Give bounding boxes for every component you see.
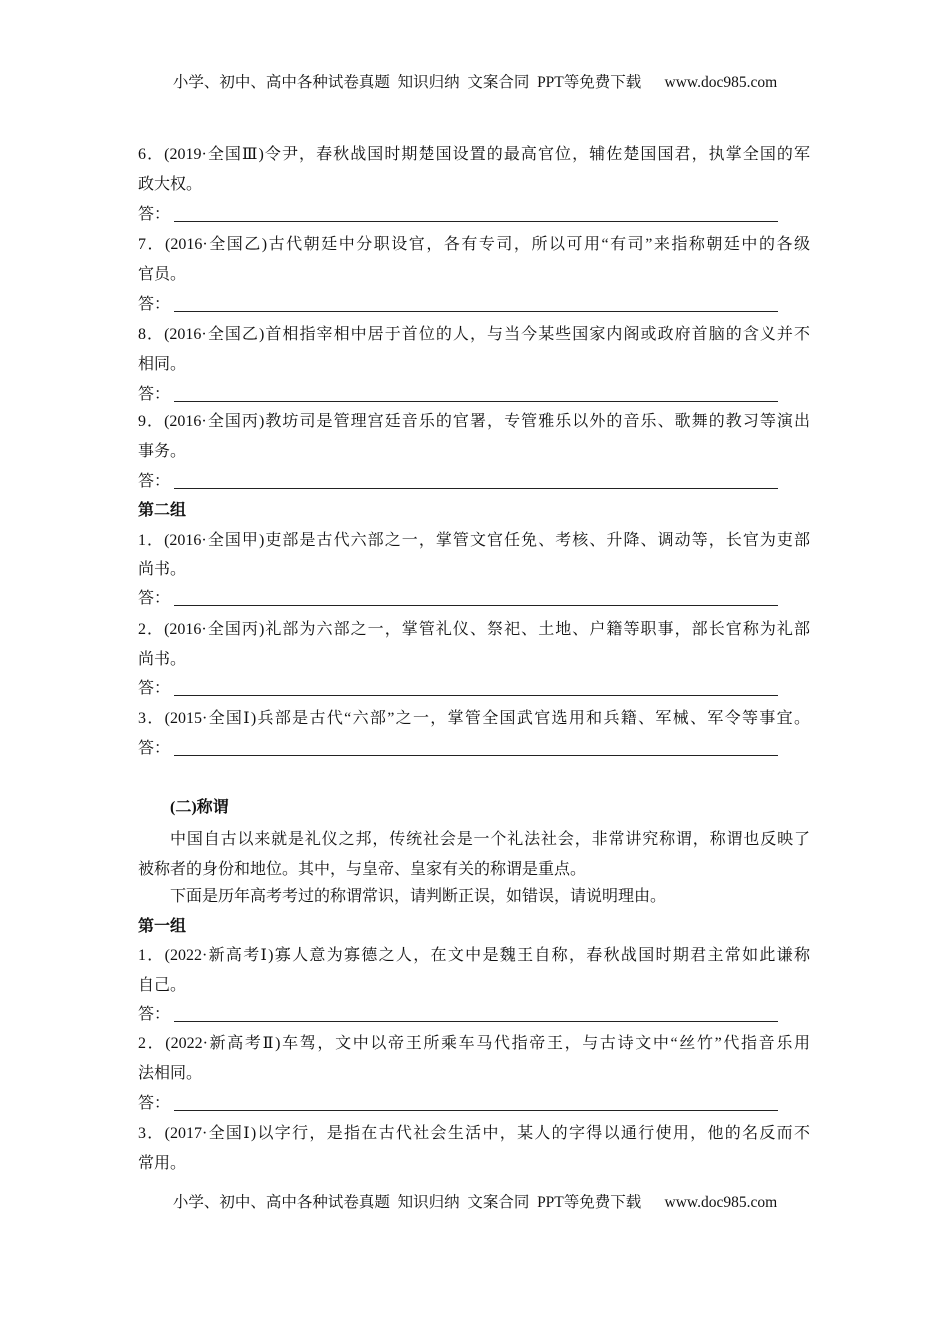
s2-question-1-line1: 1．(2022·新高考Ⅰ)寡人意为寡德之人，在文中是魏王自称，春秋战国时期君主常如此谦称: [138, 947, 810, 964]
answer-field-6[interactable]: [138, 205, 778, 225]
group2-question-3-line1: 3．(2015·全国Ⅰ)兵部是古代“六部”之一，掌管全国武官选用和兵籍、军械、军令等事宜。: [138, 710, 810, 727]
answer-line: [174, 1021, 778, 1022]
answer-field-8[interactable]: [138, 385, 778, 405]
group2-question-1-line2: 尚书。: [138, 561, 187, 578]
s2-question-2-line1: 2．(2022·新高考Ⅱ)车驾，文中以帝王所乘车马代指帝王，与古诗文中“丝竹”代指音乐用: [138, 1035, 810, 1052]
answer-line: [174, 488, 778, 489]
group2-question-2-line2: 尚书。: [138, 651, 187, 668]
answer-line: [174, 401, 778, 402]
s2-question-1-line2: 自己。: [138, 977, 187, 994]
section2-instruction: 下面是历年高考考过的称谓常识，请判断正误，如错误，请说明理由。: [170, 888, 667, 905]
answer-label: 答：: [138, 1006, 171, 1023]
page-header: 小学、初中、高中各种试卷真题 知识归纳 文案合同 PPT等免费下载 www.doc985.com: [172, 74, 778, 91]
answer-field-7[interactable]: [138, 295, 778, 315]
answer-line: [174, 605, 778, 606]
question-8-line2: 相同。: [138, 356, 187, 373]
group2-title: 第二组: [138, 502, 187, 519]
group2-question-1-line1: 1．(2016·全国甲)吏部是古代六部之一，掌管文官任免、考核、升降、调动等，长官为吏部: [138, 532, 810, 549]
answer-label: 答：: [138, 590, 171, 607]
answer-line: [174, 755, 778, 756]
section2-intro-line1: 中国自古以来就是礼仪之邦，传统社会是一个礼法社会，非常讲究称谓，称谓也反映了: [170, 831, 810, 848]
answer-line: [174, 695, 778, 696]
question-8-line1: 8．(2016·全国乙)首相指宰相中居于首位的人，与当今某些国家内阁或政府首脑的含义并不: [138, 326, 810, 343]
s2-question-3-line1: 3．(2017·全国Ⅰ)以字行，是指在古代社会生活中，某人的字得以通行使用，他的名反而不: [138, 1125, 810, 1142]
answer-label: 答：: [138, 386, 171, 403]
section2-title: (二)称谓: [170, 799, 229, 816]
section2-intro-line2: 被称者的身份和地位。其中，与皇帝、皇家有关的称谓是重点。: [138, 861, 587, 878]
question-7-line2: 官员。: [138, 266, 187, 283]
page-footer: 小学、初中、高中各种试卷真题 知识归纳 文案合同 PPT等免费下载 www.doc985.com: [172, 1194, 778, 1211]
question-7-line1: 7．(2016·全国乙)古代朝廷中分职设官，各有专司，所以可用“有司”来指称朝廷中的各级: [138, 236, 810, 253]
answer-line: [174, 311, 778, 312]
answer-label: 答：: [138, 473, 171, 490]
s2-question-3-line2: 常用。: [138, 1155, 187, 1172]
answer-label: 答：: [138, 296, 171, 313]
question-6-line1: 6．(2019·全国Ⅲ)令尹，春秋战国时期楚国设置的最高官位，辅佐楚国国君，执掌全国的军: [138, 146, 810, 163]
question-9-line1: 9．(2016·全国丙)教坊司是管理宫廷音乐的官署，专管雅乐以外的音乐、歌舞的教习等演出: [138, 413, 810, 430]
group2-question-2-line1: 2．(2016·全国丙)礼部为六部之一，掌管礼仪、祭祀、土地、户籍等职事，部长官称为礼部: [138, 621, 810, 638]
answer-field-g2-2[interactable]: [138, 679, 778, 699]
answer-label: 答：: [138, 740, 171, 757]
s2-question-2-line2: 法相同。: [138, 1065, 203, 1082]
section2-group-title: 第一组: [138, 918, 187, 935]
answer-field-g2-1[interactable]: [138, 589, 778, 609]
question-6-line2: 政大权。: [138, 176, 203, 193]
answer-field-9[interactable]: [138, 472, 778, 492]
answer-label: 答：: [138, 680, 171, 697]
answer-label: 答：: [138, 206, 171, 223]
answer-field-g2-3[interactable]: [138, 739, 778, 759]
answer-label: 答：: [138, 1095, 171, 1112]
answer-line: [174, 1110, 778, 1111]
answer-field-s2-2[interactable]: [138, 1094, 778, 1114]
question-9-line2: 事务。: [138, 443, 187, 460]
answer-field-s2-1[interactable]: [138, 1005, 778, 1025]
answer-line: [174, 221, 778, 222]
